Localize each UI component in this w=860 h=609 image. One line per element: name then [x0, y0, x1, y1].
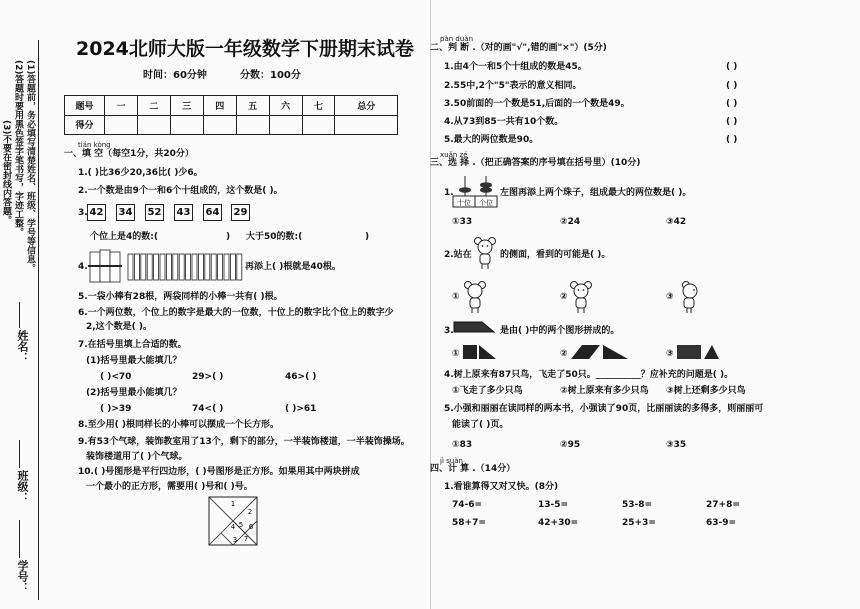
choice-5-line1: 5.小强和丽丽在读同样的两本书，小强读了90页，比丽丽读的多得多，则丽丽可: [444, 404, 764, 414]
choice-option[interactable]: ①: [452, 292, 460, 302]
bear-front-icon: [472, 236, 498, 270]
blank-item: ( )>39: [100, 404, 132, 414]
judge-item: 5.最大的两位数是90。: [444, 135, 539, 145]
choice-option[interactable]: ②: [560, 349, 568, 359]
stick: [211, 254, 216, 280]
score-table-header-cell: 二: [137, 96, 170, 116]
score-table-header-cell: 六: [269, 96, 302, 116]
judge-answer-paren[interactable]: ( ): [726, 81, 738, 91]
tangram-figure: [208, 496, 258, 546]
question-1-2: 2.一个数是由9个一和6个十组成的，这个数是( )。: [78, 186, 283, 196]
stick: [147, 254, 152, 280]
tangram-label: 6: [248, 523, 254, 531]
stick: [134, 254, 139, 280]
judge-item: 3.50前面的一个数是51,后面的一个数是49。: [444, 99, 630, 109]
score-cell[interactable]: [170, 115, 203, 135]
question-1-7: 7.在括号里填上合适的数。: [78, 340, 187, 350]
stick: [205, 254, 210, 280]
stick: [173, 254, 178, 280]
choice-3-label: 3.: [444, 326, 454, 336]
choice-2-text: 2.站在: [444, 250, 472, 260]
score-table-header-row: [65, 96, 398, 116]
choice-4-text: 4.树上原来有87只鸟，飞走了50只。__________？应补充的问题是( )。: [444, 370, 734, 380]
question-1-1: 1.( )比36少20,36比( )少6。: [78, 168, 203, 178]
bear-front-icon: [568, 280, 594, 314]
class-field[interactable]: [19, 440, 20, 468]
tangram-label: 7: [243, 535, 249, 543]
score-cell[interactable]: [236, 115, 269, 135]
stick: [230, 254, 235, 280]
class-label: 班级：: [16, 470, 29, 503]
score-table: [64, 95, 398, 135]
question-1-4-text: 再添上( )根就是40根。: [245, 262, 341, 272]
question-1-8: 8.至少用( )根同样长的小棒可以摆成一个长方形。: [78, 420, 280, 430]
name-label: 姓名：: [16, 330, 29, 363]
abacus-ones-label: 个位: [479, 199, 493, 207]
abacus-tens-label: 十位: [457, 199, 471, 207]
student-id-label: 学号：: [16, 560, 29, 593]
choice-option[interactable]: ③35: [666, 440, 687, 450]
question-1-4-label: 4.: [78, 262, 88, 272]
calc-item[interactable]: 25+3=: [622, 518, 656, 528]
score-cell[interactable]: [335, 115, 398, 135]
score-table-header-cell: 七: [302, 96, 335, 116]
score-table-header-cell: 题号: [65, 96, 105, 116]
section1-title: 一、填 空（每空1分，共20分）: [64, 149, 194, 159]
question-1-6-line1: 6.一个两位数，个位上的数字是最大的一位数，十位上的数字比个位上的数字少: [78, 308, 394, 318]
judge-answer-paren[interactable]: ( ): [726, 99, 738, 109]
question-1-9-line1: 9.有53个气球，装饰教室用了13个，剩下的部分，一半装饰楼道，一半装饰操场。: [78, 437, 410, 447]
choice-1-label: 1.: [444, 188, 454, 198]
section1-pinyin: tián kòng: [78, 141, 111, 149]
choice-3-text: 是由( )中的两个图形拼成的。: [500, 326, 620, 336]
question-1-3-label: 3.: [78, 208, 88, 218]
choice-option[interactable]: ②树上原来有多少只鸟: [560, 386, 649, 396]
choice-1-text: 左图再添上两个珠子，组成最大的两位数是( )。: [500, 188, 692, 198]
question-1-10-line2: 一个最小的正方形，需要用( )号和( )号。: [86, 482, 253, 492]
calc-item[interactable]: 42+30=: [538, 518, 579, 528]
page-fold: [430, 0, 431, 609]
score-cell[interactable]: [302, 115, 335, 135]
question-1-3-sub2: 大于50的数:(: [246, 232, 303, 242]
judge-item: 2.55中,2个"5"表示的意义相同。: [444, 81, 582, 91]
score-cell[interactable]: [269, 115, 302, 135]
number-card: 52: [145, 204, 164, 221]
choice-option[interactable]: ③树上还剩多少只鸟: [666, 386, 746, 396]
choice-option[interactable]: ①: [452, 349, 460, 359]
stick: [224, 254, 229, 280]
question-1-7-part1: (1)括号里最大能填几？: [86, 356, 182, 366]
choice-option[interactable]: ③: [666, 292, 674, 302]
choice-option[interactable]: ③42: [666, 217, 687, 227]
question-1-3-sub1: 个位上是4的数:(: [90, 232, 158, 242]
tangram-label: 4: [230, 523, 236, 531]
tangram-label: 5: [238, 521, 244, 529]
stick: [154, 254, 159, 280]
score-table-header-cell: 总分: [335, 96, 398, 116]
judge-answer-paren[interactable]: ( ): [726, 117, 738, 127]
section2-title: 二、判 断 .（对的画"√",错的画"×"）(5分): [430, 43, 607, 53]
student-id-field[interactable]: [19, 520, 20, 558]
score-cell[interactable]: [105, 115, 138, 135]
composite-shape-icon: [452, 320, 496, 334]
stick: [192, 254, 197, 280]
tangram-label: 2: [247, 508, 253, 516]
square-triangle-shapes-icon: [676, 344, 720, 360]
calc-item[interactable]: 27+8=: [706, 500, 740, 510]
seal-line: [38, 40, 39, 600]
single-sticks: [128, 254, 242, 280]
instruction-note-1: (1)答题前，务必填写清楚姓名、班级、学号等信息。: [25, 60, 35, 273]
exam-title: 2024北师大版一年级数学下册期末试卷: [76, 38, 414, 60]
time-label: 时间：60分钟: [143, 70, 207, 81]
score-table-header-cell: 四: [203, 96, 236, 116]
stick: [218, 254, 223, 280]
score-cell[interactable]: [203, 115, 236, 135]
score-table-header-cell: 一: [105, 96, 138, 116]
number-card: 64: [203, 204, 222, 221]
score-table-header-cell: 五: [236, 96, 269, 116]
calc-item[interactable]: 13-5=: [538, 500, 569, 510]
score-label: 分数：100分: [240, 70, 301, 81]
score-table-score-row: [65, 115, 398, 135]
score-cell[interactable]: [137, 115, 170, 135]
bear-side-icon: [676, 280, 702, 314]
choice-option[interactable]: ①33: [452, 217, 473, 227]
judge-item: 4.从73到85一共有10个数。: [444, 117, 564, 127]
choice-option[interactable]: ①83: [452, 440, 473, 450]
stick-bundles: [88, 250, 122, 282]
blank-item: 74<( ): [192, 404, 224, 414]
stick: [179, 254, 184, 280]
calc-item[interactable]: 53-8=: [622, 500, 653, 510]
calc-item[interactable]: 74-6=: [452, 500, 483, 510]
calc-item[interactable]: 58+7=: [452, 518, 486, 528]
section3-pinyin: xuǎn zé: [440, 151, 468, 159]
blank-item: 46>( ): [285, 372, 317, 382]
section3-title: 三、选 择 .（把正确答案的序号填在括号里）(10分): [430, 158, 641, 168]
trapezoid-shapes-icon: [462, 344, 498, 360]
choice-option[interactable]: ②24: [560, 217, 581, 227]
blank-item: 29>( ): [192, 372, 224, 382]
abacus-figure: [452, 174, 498, 208]
judge-item: 1.由4个一和5个十组成的数是45。: [444, 62, 587, 72]
score-table-header-cell: 三: [170, 96, 203, 116]
question-1-6-line2: 2,这个数是( )。: [86, 322, 153, 332]
question-1-5: 5.一袋小棒有28根，两袋同样的小棒一共有( )根。: [78, 292, 283, 302]
section4-sub1: 1.看谁算得又对又快。(8分): [444, 482, 559, 492]
number-card: 42: [87, 204, 106, 221]
stick: [166, 254, 171, 280]
section4-pinyin: jì suàn: [440, 457, 463, 465]
choice-option[interactable]: ①飞走了多少只鸟: [452, 386, 523, 396]
calc-item[interactable]: 63-9=: [706, 518, 737, 528]
choice-5-line2: 能读了( )页。: [452, 420, 509, 430]
stick: [186, 254, 191, 280]
tangram-label: 3: [232, 536, 238, 544]
choice-option[interactable]: ③: [666, 349, 674, 359]
question-1-9-line2: 装饰楼道用了( )个气球。: [86, 452, 188, 462]
number-card: 34: [116, 204, 135, 221]
instruction-note-3: (3)不要在密封线内答题。: [1, 120, 11, 225]
section2-pinyin: pàn duàn: [440, 35, 474, 43]
choice-2-text-end: 的侧面，看到的可能是( )。: [500, 250, 611, 260]
judge-answer-paren[interactable]: ( ): [726, 62, 738, 72]
blank-item: ( )>61: [285, 404, 317, 414]
sticks-illustration: [88, 248, 268, 286]
tangram-label: 1: [230, 500, 236, 508]
number-card: 29: [231, 204, 250, 221]
question-1-7-part2: (2)括号里最小能填几？: [86, 388, 182, 398]
section4-title: 四、计 算 .（14分）: [430, 464, 516, 474]
number-card: 43: [174, 204, 193, 221]
binding-margin: [1, 40, 50, 600]
score-row-label: 得分: [65, 115, 105, 135]
stick: [128, 254, 133, 280]
stick: [198, 254, 203, 280]
question-1-3-sub1-end: ): [226, 232, 231, 242]
choice-option[interactable]: ②: [560, 292, 568, 302]
bear-back-icon: [462, 280, 488, 314]
question-1-10-line1: 10.( )号图形是平行四边形，( )号图形是正方形。如果用其中两块拼成: [78, 467, 360, 477]
instruction-note-2: (2)答题时要用黑色签字笔书写，字迹工整。: [13, 60, 23, 237]
choice-option[interactable]: ②95: [560, 440, 581, 450]
parallelogram-shapes-icon: [570, 344, 630, 360]
stick: [160, 254, 165, 280]
stick: [141, 254, 146, 280]
blank-item: ( )<70: [100, 372, 132, 382]
stick: [237, 254, 242, 280]
judge-answer-paren[interactable]: ( ): [726, 135, 738, 145]
question-1-3-sub2-end: ): [365, 232, 370, 242]
name-field[interactable]: [19, 302, 20, 328]
